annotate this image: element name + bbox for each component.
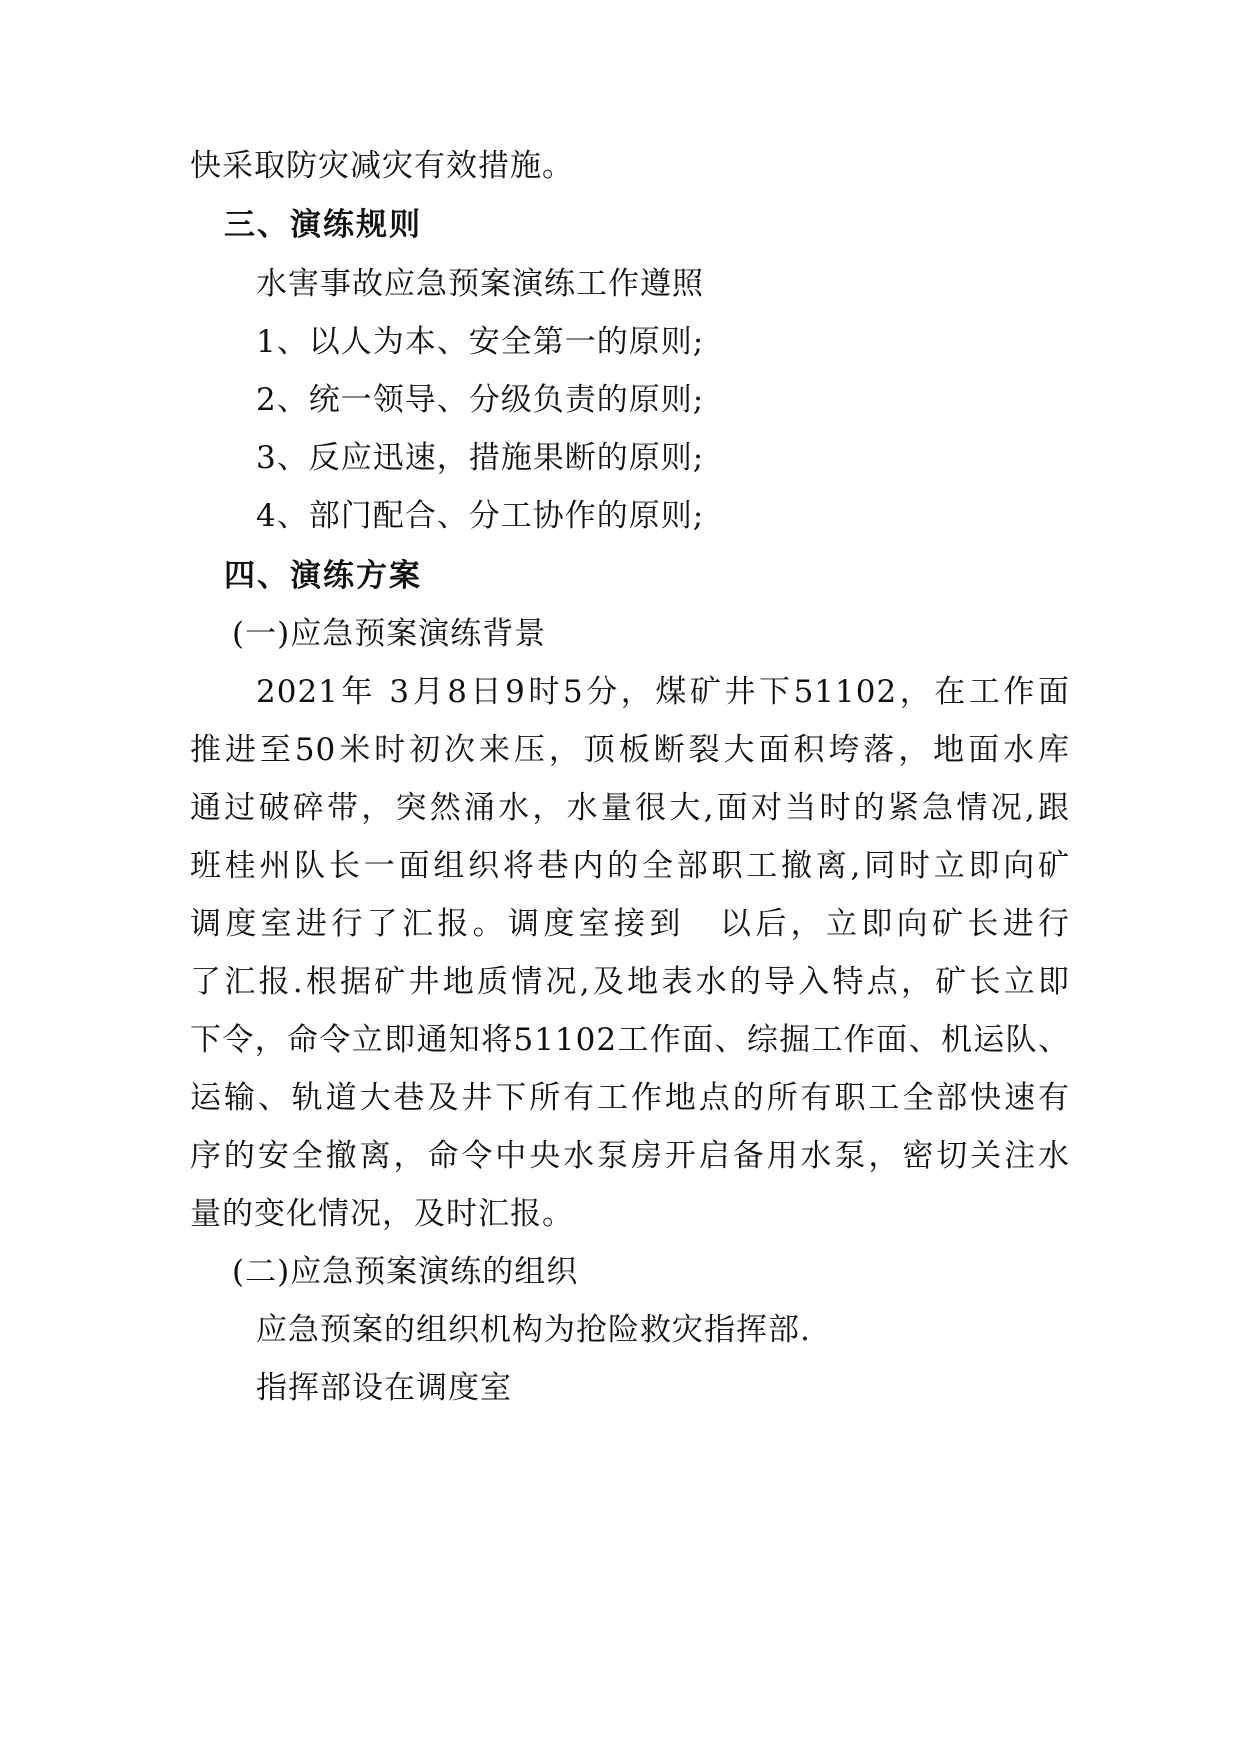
- paragraph-line: 2021年 3月8日9时5分，煤矿井下51102，在工作面: [256, 674, 1070, 710]
- paragraph-line: 下令，命令立即通知将51102工作面、综掘工作面、机运队、: [190, 1022, 1070, 1058]
- section-heading: 四、演练方案: [224, 558, 422, 594]
- paragraph-line: 快采取防灾减灾有效措施。: [190, 148, 574, 184]
- paragraph-line: 序的安全撤离，命令中央水泵房开启备用水泵，密切关注水: [190, 1138, 1070, 1174]
- paragraph-line: 班桂州队长一面组织将巷内的全部职工撤离,同时立即向矿: [190, 848, 1070, 884]
- paragraph-line: 运输、轨道大巷及井下所有工作地点的所有职工全部快速有: [190, 1080, 1070, 1116]
- paragraph-line: 了汇报.根据矿井地质情况,及地表水的导入特点，矿长立即: [190, 964, 1070, 1000]
- list-item: 4、部门配合、分工协作的原则;: [256, 498, 705, 534]
- subsection-heading: (一)应急预案演练背景: [232, 616, 547, 652]
- list-item: 2、统一领导、分级负责的原则;: [256, 382, 705, 418]
- paragraph-line: 指挥部设在调度室: [256, 1370, 512, 1406]
- paragraph-line: 量的变化情况，及时汇报。: [190, 1196, 574, 1232]
- list-item: 1、以人为本、安全第一的原则;: [256, 324, 705, 360]
- paragraph-line: 通过破碎带，突然涌水，水量很大,面对当时的紧急情况,跟: [190, 790, 1070, 826]
- paragraph-line: 推进至50米时初次来压，顶板断裂大面积垮落，地面水库: [190, 732, 1070, 768]
- paragraph-line: 水害事故应急预案演练工作遵照: [256, 266, 704, 302]
- list-item: 3、反应迅速，措施果断的原则;: [256, 440, 705, 476]
- paragraph-line: 应急预案的组织机构为抢险救灾指挥部.: [256, 1312, 811, 1348]
- paragraph-line: 调度室进行了汇报。调度室接到 以后，立即向矿长进行: [190, 906, 1070, 942]
- section-heading: 三、演练规则: [224, 207, 422, 243]
- subsection-heading: (二)应急预案演练的组织: [232, 1254, 579, 1290]
